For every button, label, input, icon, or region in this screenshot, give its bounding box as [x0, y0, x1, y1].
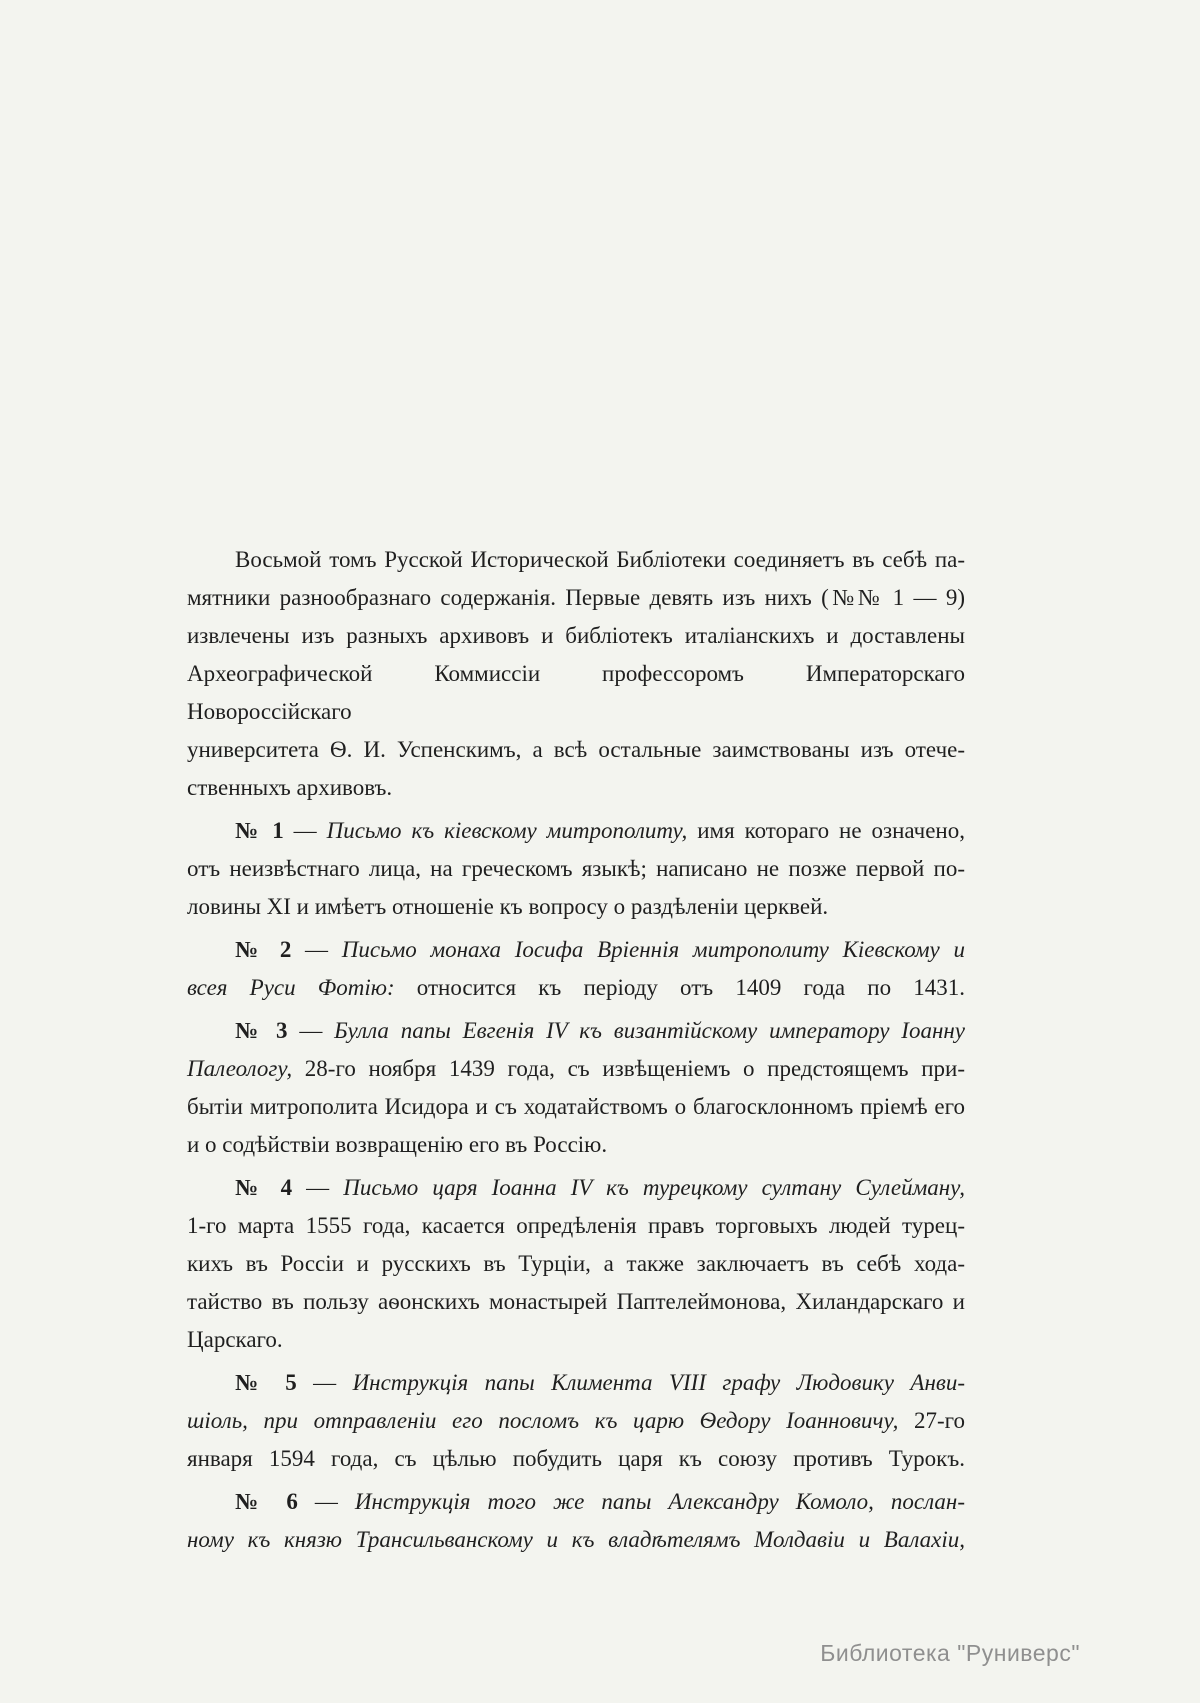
text-segment: университета Ѳ. И. Успенскимъ, а всѣ остальные заимствованы изъ отече-: [187, 737, 965, 762]
text-segment: ному къ князю Трансильванскому и къ владѣтелямъ Молдавіи и Валахіи,: [187, 1527, 965, 1552]
text-segment: № 1: [235, 818, 284, 843]
text-line: [187, 1483, 965, 1521]
text-line: [187, 655, 965, 731]
text-line: [187, 1126, 965, 1164]
text-segment: Инструкція того же папы Александру Комоло, послан-: [354, 1489, 965, 1514]
text-segment: и о содѣйствіи возвращенію его въ Россію.: [187, 1132, 608, 1157]
text-segment: всея Руси Фотію:: [187, 975, 395, 1000]
text-segment: № 2: [235, 937, 292, 962]
text-segment: кихъ въ Россіи и русскихъ въ Турціи, а также заключаетъ въ себѣ хода-: [187, 1251, 965, 1276]
text-line: [187, 1521, 965, 1559]
paragraph: [187, 1483, 965, 1559]
text-segment: бытіи митрополита Исидора и съ ходатайствомъ о благосклонномъ пріемѣ его: [187, 1094, 965, 1119]
text-segment: Палеологу,: [187, 1056, 293, 1081]
text-segment: Археографической Коммиссіи профессоромъ Императорскаго Новороссійскаго: [187, 661, 965, 724]
text-line: [187, 969, 965, 1007]
text-segment: —: [296, 1370, 353, 1395]
text-line: [187, 617, 965, 655]
text-segment: Царскаго.: [187, 1327, 283, 1352]
text-segment: шіоль, при отправленіи его посломъ къ царю Ѳедору Іоанновичу,: [187, 1408, 899, 1433]
paragraph: [187, 1012, 965, 1164]
text-line: [187, 812, 965, 850]
document-text: [187, 541, 965, 1559]
text-segment: № 4: [235, 1175, 293, 1200]
text-line: [187, 1440, 965, 1478]
text-line: [187, 1364, 965, 1402]
paragraph: [187, 1169, 965, 1359]
text-segment: 28-го ноября 1439 года, съ извѣщеніемъ о предстоящемъ при-: [292, 1056, 965, 1081]
text-segment: Письмо монаха Іосифа Вріеннія митрополиту Кіевскому и: [341, 937, 965, 962]
text-segment: отъ неизвѣстнаго лица, на греческомъ языкѣ; написано не позже первой по-: [187, 856, 965, 881]
text-line: [187, 579, 965, 617]
text-segment: ственныхъ архивовъ.: [187, 775, 393, 800]
text-line: [187, 1088, 965, 1126]
text-line: [187, 1207, 965, 1245]
text-segment: —: [287, 1018, 335, 1043]
text-segment: тайство въ пользу аѳонскихъ монастырей Паптелеймонова, Хиландарскаго и: [187, 1289, 965, 1314]
text-segment: относится къ періоду отъ 1409 года по 1431.: [394, 975, 965, 1000]
text-line: [187, 1402, 965, 1440]
text-segment: Булла папы Евгенія IV къ византійскому императору Іоанну: [334, 1018, 965, 1043]
text-segment: имя котораго не означено,: [687, 818, 965, 843]
text-line: [187, 1012, 965, 1050]
text-segment: извлечены изъ разныхъ архивовъ и библіотекъ италіанскихъ и доставлены: [187, 623, 965, 648]
text-segment: —: [283, 818, 327, 843]
text-segment: Письмо къ кіевскому митрополиту,: [326, 818, 688, 843]
text-segment: января 1594 года, съ цѣлью побудить царя къ союзу противъ Турокъ.: [187, 1446, 965, 1471]
text-line: [187, 769, 965, 807]
text-segment: Инструкція папы Климента VIII графу Людовику Анви-: [352, 1370, 965, 1395]
paragraph: [187, 931, 965, 1007]
text-line: [187, 731, 965, 769]
text-line: [187, 541, 965, 579]
text-line: [187, 1169, 965, 1207]
text-segment: № 3: [235, 1018, 288, 1043]
paragraph: [187, 1364, 965, 1478]
text-line: [187, 931, 965, 969]
text-segment: № 6: [235, 1489, 298, 1514]
text-segment: № 5: [235, 1370, 297, 1395]
text-line: [187, 1283, 965, 1321]
text-segment: —: [291, 937, 342, 962]
paragraph: [187, 541, 965, 807]
text-segment: —: [297, 1489, 355, 1514]
text-segment: 27-го: [898, 1408, 965, 1433]
text-segment: Письмо царя Іоанна IV къ турецкому султану Сулейману,: [343, 1175, 965, 1200]
text-line: [187, 1245, 965, 1283]
text-segment: 1-го марта 1555 года, касается опредѣленія правъ торговыхъ людей турец-: [187, 1213, 965, 1238]
paragraph: [187, 812, 965, 926]
text-line: [187, 888, 965, 926]
text-line: [187, 1321, 965, 1359]
text-line: [187, 850, 965, 888]
text-segment: Восьмой томъ Русской Исторической Библіотеки соединяетъ въ себѣ па-: [235, 547, 965, 572]
text-segment: —: [292, 1175, 344, 1200]
text-segment: мятники разнообразнаго содержанія. Первые девять изъ нихъ (№№ 1 — 9): [187, 585, 965, 610]
text-segment: ловины XI и имѣетъ отношеніе къ вопросу о раздѣленіи церквей.: [187, 894, 829, 919]
text-line: [187, 1050, 965, 1088]
watermark: Библиотека "Руниверс": [820, 1640, 1080, 1666]
